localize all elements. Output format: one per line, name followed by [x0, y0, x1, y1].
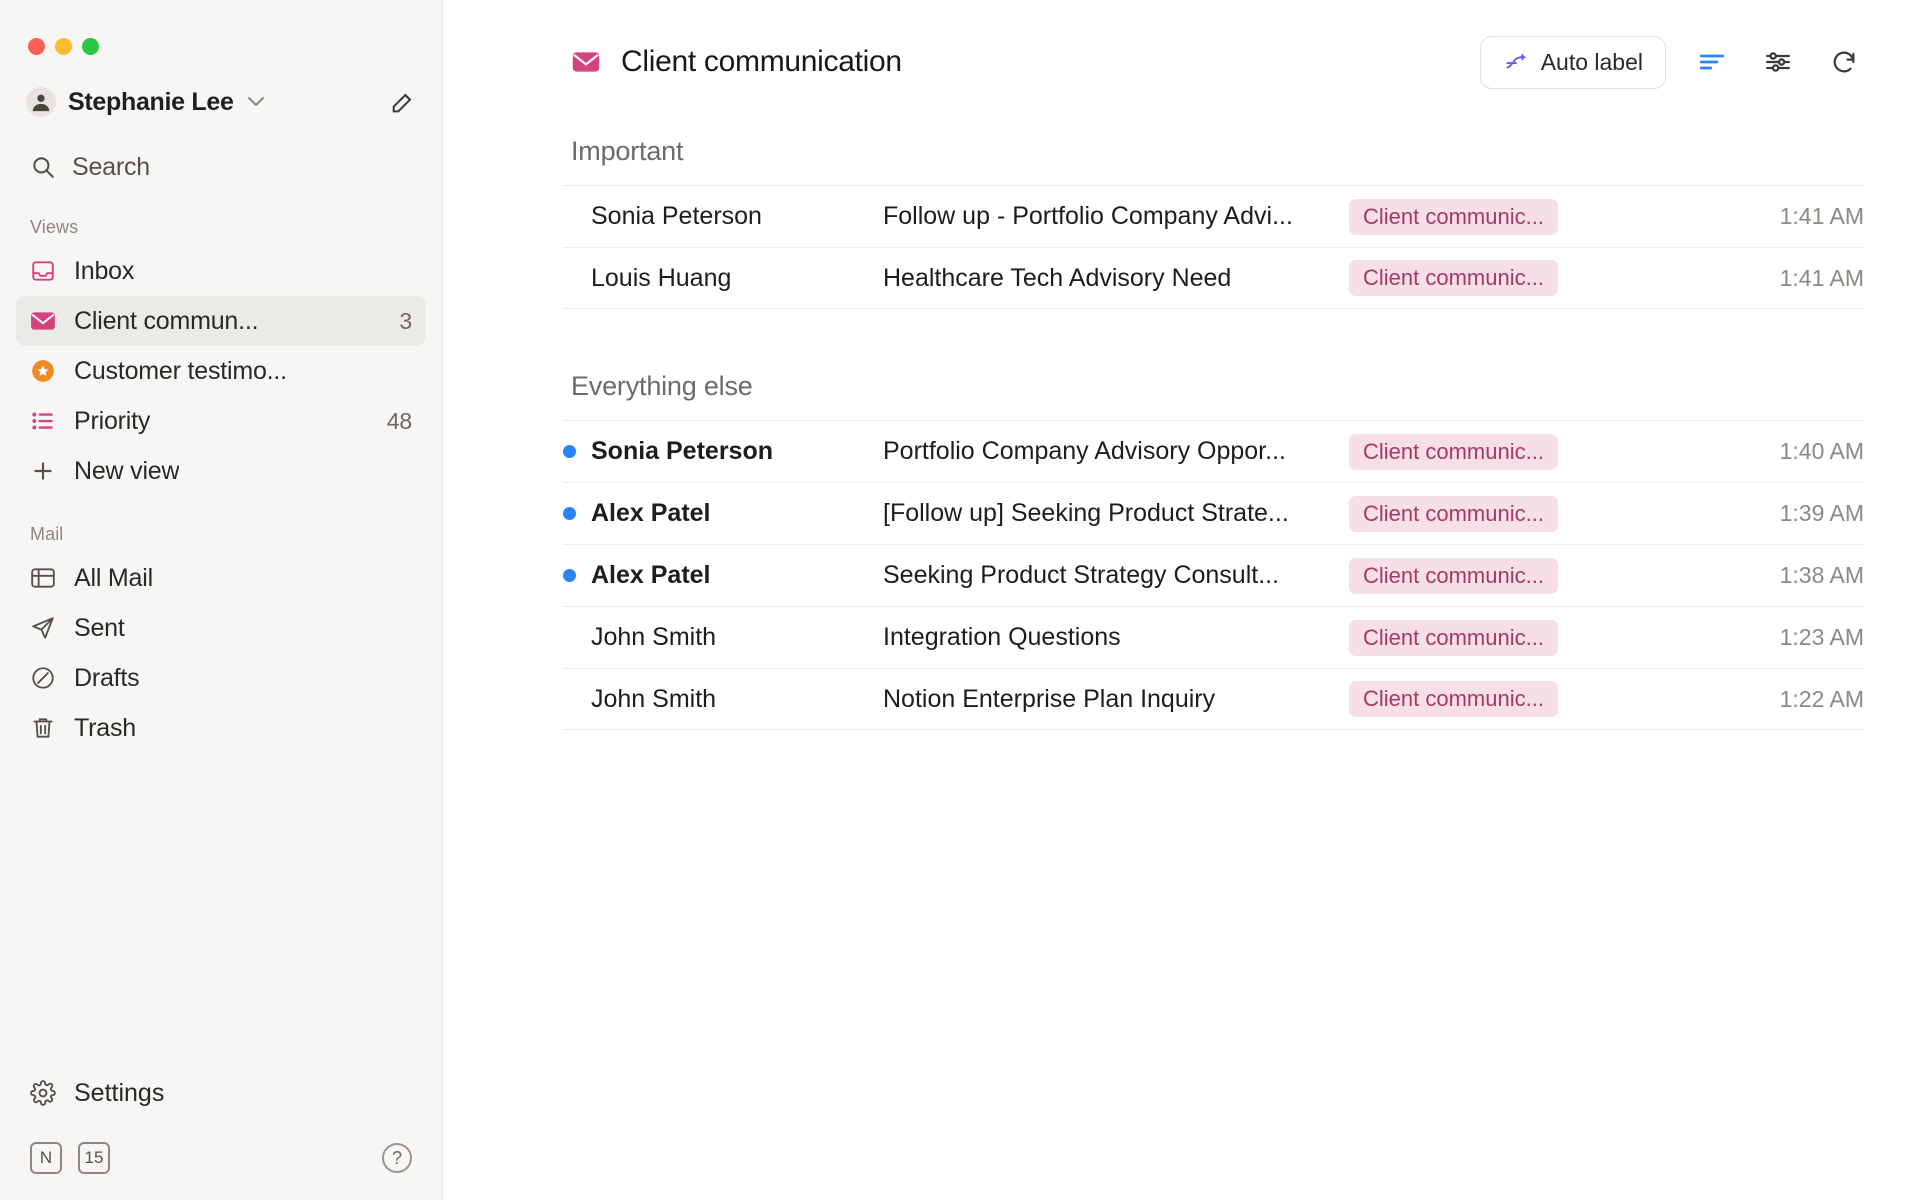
section-title-important: Important [571, 136, 684, 166]
email-sender: Sonia Peterson [591, 202, 762, 230]
email-time: 1:40 AM [1779, 438, 1864, 464]
trash-icon [30, 715, 56, 741]
calendar-icon[interactable]: 15 [78, 1142, 110, 1174]
auto-label-button[interactable] [1480, 36, 1666, 89]
sidebar-item-sent[interactable] [16, 603, 426, 653]
sidebar-item-label: Customer testimo... [74, 356, 287, 385]
email-sender: John Smith [591, 623, 717, 651]
sidebar-item-label: Trash [74, 713, 136, 742]
notion-icon[interactable]: N [30, 1142, 62, 1174]
sidebar-item-label: Inbox [74, 256, 135, 285]
email-subject: Follow up - Portfolio Company Advi... [883, 202, 1293, 230]
mail-group-label: Mail [30, 524, 64, 544]
unread-indicator [563, 507, 576, 520]
status-badge: Client communic... [1349, 260, 1558, 296]
email-time: 1:41 AM [1779, 203, 1864, 229]
table-row[interactable] [563, 185, 1864, 247]
sidebar-item-client-communication[interactable] [16, 296, 426, 346]
help-icon[interactable]: ? [382, 1143, 412, 1173]
drafts-icon [30, 665, 56, 691]
unread-indicator [563, 445, 576, 458]
section-title-everything-else: Everything else [571, 371, 753, 401]
email-subject: Portfolio Company Advisory Oppor... [883, 437, 1286, 465]
close-window-button[interactable] [28, 38, 45, 55]
email-subject: Healthcare Tech Advisory Need [883, 263, 1232, 292]
sidebar-item-drafts[interactable] [16, 653, 426, 703]
sidebar-item-label: Sent [74, 613, 125, 642]
sidebar-item-label: All Mail [74, 563, 153, 592]
sidebar-item-count: 48 [386, 407, 412, 434]
email-time: 1:23 AM [1779, 624, 1864, 650]
page-title [571, 45, 902, 79]
plus-icon [30, 458, 56, 484]
list-icon [30, 408, 56, 434]
zoom-window-button[interactable] [82, 38, 99, 55]
all-mail-icon [30, 566, 56, 590]
email-time: 1:38 AM [1779, 562, 1864, 588]
views-group-label: Views [30, 217, 79, 237]
envelope-icon [571, 50, 601, 74]
table-row[interactable] [563, 544, 1864, 606]
compose-icon[interactable] [386, 85, 420, 119]
table-row[interactable] [563, 482, 1864, 544]
header-actions [1480, 36, 1864, 89]
sidebar-item-trash[interactable] [16, 703, 426, 753]
email-time: 1:22 AM [1779, 685, 1864, 712]
inbox-icon [30, 258, 56, 284]
email-list-everything-else [443, 420, 1920, 730]
status-badge: Client communic... [1349, 620, 1558, 656]
account-switcher[interactable] [26, 85, 420, 119]
sliders-icon[interactable] [1758, 42, 1798, 82]
envelope-icon [30, 310, 56, 332]
sidebar-item-label: Drafts [74, 663, 140, 692]
search-icon [30, 154, 56, 180]
magic-label-icon [1503, 49, 1529, 75]
refresh-icon[interactable] [1824, 42, 1864, 82]
email-sender: Alex Patel [591, 499, 711, 527]
table-row[interactable] [563, 247, 1864, 309]
sidebar-item-label: Client commun... [74, 306, 259, 335]
status-badge: Client communic... [1349, 199, 1558, 235]
main-header [443, 0, 1920, 96]
sidebar-item-settings[interactable] [16, 1068, 426, 1118]
chevron-down-icon[interactable] [248, 97, 264, 107]
status-badge: Client communic... [1349, 434, 1558, 470]
sidebar-item-label: Priority [74, 406, 151, 435]
sidebar-footer [0, 1068, 442, 1200]
gear-icon [30, 1080, 56, 1106]
sidebar-item-new-view[interactable] [16, 446, 426, 496]
email-time: 1:39 AM [1779, 500, 1864, 526]
email-sender: John Smith [591, 684, 717, 713]
email-sender: Sonia Peterson [591, 437, 773, 465]
auto-label-text: Auto label [1540, 48, 1643, 75]
filter-lines-icon[interactable] [1692, 42, 1732, 82]
email-subject: [Follow up] Seeking Product Strate... [883, 499, 1289, 527]
sidebar-item-count: 3 [399, 307, 412, 334]
main-panel [443, 0, 1920, 1200]
page-title-text: Client communication [621, 45, 902, 78]
email-sender: Louis Huang [591, 263, 732, 292]
email-list-important [443, 185, 1920, 309]
status-badge: Client communic... [1349, 558, 1558, 594]
window-traffic-lights [0, 0, 442, 55]
minimize-window-button[interactable] [55, 38, 72, 55]
search-label: Search [72, 152, 151, 181]
sidebar-item-priority[interactable] [16, 396, 426, 446]
sidebar-item-all-mail[interactable] [16, 553, 426, 603]
sidebar-item-customer-testimonials[interactable] [16, 346, 426, 396]
table-row[interactable] [563, 606, 1864, 668]
footer-apps [0, 1118, 442, 1174]
email-subject: Integration Questions [883, 623, 1121, 651]
table-row[interactable] [563, 668, 1864, 730]
sidebar-item-inbox[interactable] [16, 246, 426, 296]
avatar [26, 87, 56, 117]
email-time: 1:41 AM [1779, 264, 1864, 291]
account-name: Stephanie Lee [68, 87, 234, 116]
sidebar-item-label: Settings [74, 1078, 165, 1107]
email-subject: Seeking Product Strategy Consult... [883, 561, 1280, 589]
star-badge-icon [30, 358, 56, 384]
table-row[interactable] [563, 420, 1864, 482]
sidebar-item-label: New view [74, 456, 180, 485]
status-badge: Client communic... [1349, 681, 1558, 717]
email-sender: Alex Patel [591, 561, 711, 589]
email-subject: Notion Enterprise Plan Inquiry [883, 684, 1216, 713]
sent-icon [30, 615, 56, 641]
unread-indicator [563, 569, 576, 582]
sidebar [0, 0, 443, 1200]
search-input[interactable] [30, 145, 420, 189]
status-badge: Client communic... [1349, 496, 1558, 532]
